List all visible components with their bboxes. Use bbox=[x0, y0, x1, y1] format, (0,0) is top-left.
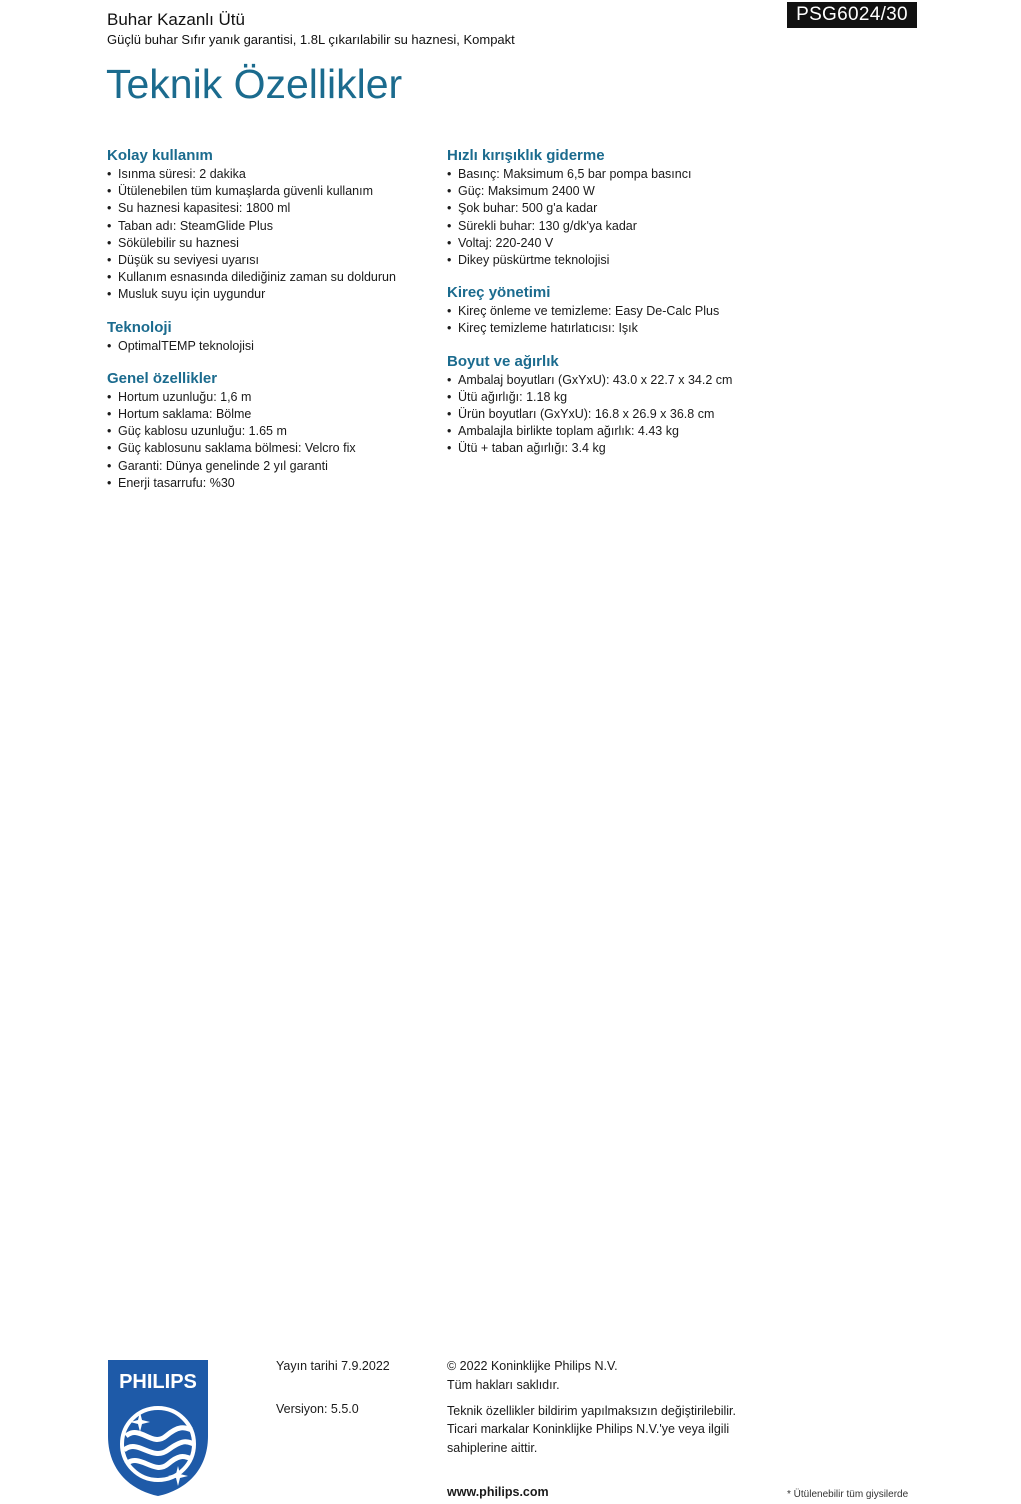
spec-section-hizli-kirisiklik-giderme bbox=[447, 146, 767, 269]
spec-section-boyut-ve-agirlik bbox=[447, 352, 767, 458]
product-header bbox=[107, 9, 515, 48]
spec-item: • Ütü + taban ağırlığı: 3.4 kg bbox=[447, 440, 767, 457]
spec-item: • Voltaj: 220-240 V bbox=[447, 235, 767, 252]
rights-reserved: Tüm hakları saklıdır. bbox=[447, 1378, 560, 1392]
spec-item: • Sökülebilir su haznesi bbox=[107, 235, 427, 252]
disclaimer-trademarks: Ticari markalar Koninklijke Philips N.V.'ye veya ilgili sahiplerine aittir. bbox=[447, 1422, 730, 1455]
copyright: © 2022 Koninklijke Philips N.V. bbox=[447, 1359, 618, 1373]
spec-item: • Musluk suyu için uygundur bbox=[107, 286, 427, 303]
spec-item: • Ambalaj boyutları (GxYxU): 43.0 x 22.7 x 34.2 cm bbox=[447, 372, 767, 389]
website-link[interactable]: www.philips.com bbox=[447, 1485, 549, 1499]
spec-list bbox=[107, 389, 427, 492]
left-spec-column bbox=[107, 146, 427, 506]
spec-item: • Kireç temizleme hatırlatıcısı: Işık bbox=[447, 320, 767, 337]
spec-list bbox=[447, 166, 767, 269]
spec-item: • Isınma süresi: 2 dakika bbox=[107, 166, 427, 183]
model-badge: PSG6024/30 bbox=[787, 2, 917, 28]
section-title: Genel özellikler bbox=[107, 369, 218, 387]
spec-item: • Dikey püskürtme teknolojisi bbox=[447, 252, 767, 269]
spec-item: • Hortum saklama: Bölme bbox=[107, 406, 427, 423]
spec-list bbox=[447, 303, 767, 337]
disclaimer-specs: Teknik özellikler bildirim yapılmaksızın değiştirilebilir. bbox=[447, 1404, 736, 1418]
spec-section-teknoloji bbox=[107, 318, 427, 355]
publish-date: Yayın tarihi 7.9.2022 bbox=[276, 1359, 390, 1373]
footnote: * Ütülenebilir tüm giysilerde bbox=[787, 1489, 909, 1500]
spec-item: • Ürün boyutları (GxYxU): 16.8 x 26.9 x 36.8 cm bbox=[447, 406, 767, 423]
spec-item: • Güç kablosu uzunluğu: 1.65 m bbox=[107, 423, 427, 440]
spec-item: • Enerji tasarrufu: %30 bbox=[107, 475, 427, 492]
spec-section-kolay-kullanim bbox=[107, 146, 427, 304]
spec-item: • Güç kablosunu saklama bölmesi: Velcro fix bbox=[107, 440, 427, 457]
version: Versiyon: 5.5.0 bbox=[276, 1402, 359, 1416]
page-title: Teknik Özellikler bbox=[106, 61, 403, 107]
spec-list bbox=[107, 338, 427, 355]
spec-item: • Taban adı: SteamGlide Plus bbox=[107, 218, 427, 235]
spec-item: • Kullanım esnasında dilediğiniz zaman su doldurun bbox=[107, 269, 427, 286]
spec-section-kirec-yonetimi bbox=[447, 283, 767, 337]
spec-item: • Ütülenebilen tüm kumaşlarda güvenli kullanım bbox=[107, 183, 427, 200]
spec-item: • Basınç: Maksimum 6,5 bar pompa basıncı bbox=[447, 166, 767, 183]
section-title: Teknoloji bbox=[107, 318, 172, 336]
spec-item: • Su haznesi kapasitesi: 1800 ml bbox=[107, 200, 427, 217]
spec-item: • Garanti: Dünya genelinde 2 yıl garanti bbox=[107, 458, 427, 475]
right-spec-column bbox=[447, 146, 767, 472]
spec-item: • Sürekli buhar: 130 g/dk'ya kadar bbox=[447, 218, 767, 235]
spec-item: • OptimalTEMP teknolojisi bbox=[107, 338, 427, 355]
spec-item: • Hortum uzunluğu: 1,6 m bbox=[107, 389, 427, 406]
spec-item: • Ambalajla birlikte toplam ağırlık: 4.43 kg bbox=[447, 423, 767, 440]
section-title: Boyut ve ağırlık bbox=[447, 352, 559, 370]
product-title: Buhar Kazanlı Ütü bbox=[107, 10, 245, 29]
logo-text: PHILIPS bbox=[119, 1371, 197, 1393]
spec-section-genel-ozellikler bbox=[107, 369, 427, 492]
spec-list bbox=[447, 372, 767, 458]
product-subtitle: Güçlü buhar Sıfır yanık garantisi, 1.8L çıkarılabilir su haznesi, Kompakt bbox=[107, 32, 515, 47]
spec-list bbox=[107, 166, 427, 304]
section-title: Hızlı kırışıklık giderme bbox=[447, 147, 605, 164]
spec-item: • Düşük su seviyesi uyarısı bbox=[107, 252, 427, 269]
spec-item: • Şok buhar: 500 g'a kadar bbox=[447, 200, 767, 217]
section-title: Kolay kullanım bbox=[107, 147, 213, 164]
spec-item: • Ütü ağırlığı: 1.18 kg bbox=[447, 389, 767, 406]
philips-shield-icon bbox=[106, 1358, 210, 1498]
spec-item: • Güç: Maksimum 2400 W bbox=[447, 183, 767, 200]
spec-item: • Kireç önleme ve temizleme: Easy De-Calc Plus bbox=[447, 303, 767, 320]
section-title: Kireç yönetimi bbox=[447, 284, 551, 302]
